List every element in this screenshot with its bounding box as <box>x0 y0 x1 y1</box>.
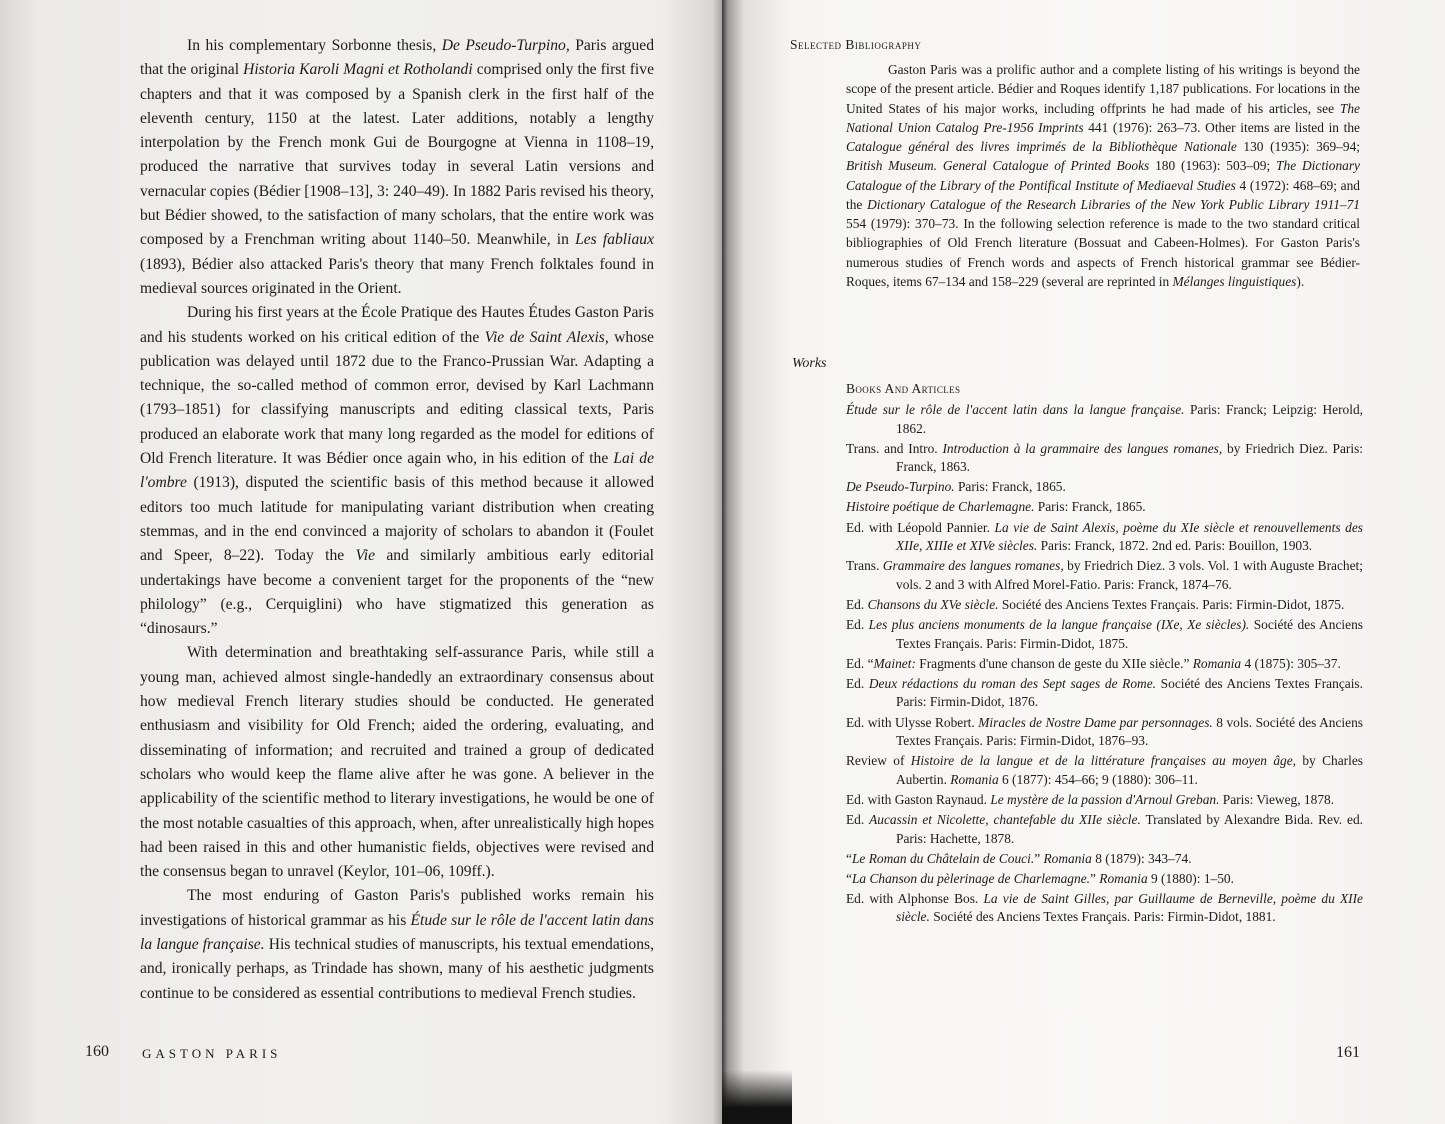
running-head: GASTON PARIS <box>142 1046 282 1061</box>
bibliography-entry: Ed. Chansons du XVe siècle. Société des Anciens Textes Français. Paris: Firmin-Didot, 1875. <box>846 596 1345 612</box>
bibliography-entries <box>846 401 1363 929</box>
works-heading: Works <box>792 356 827 371</box>
bibliography-entry: Trans. and Intro. Introduction à la grammaire des langues romanes, by Friedrich Diez. Paris: Franck, 1863. <box>846 440 1364 475</box>
bibliography-entry: De Pseudo-Turpino. Paris: Franck, 1865. <box>846 479 1066 495</box>
bibliography-entry: Ed. with Gaston Raynaud. Le mystère de la passion d'Arnoul Greban. Paris: Vieweg, 1878. <box>846 791 1335 807</box>
paragraph-1: In his complementary Sorbonne thesis, De Pseudo-Turpino, Paris argued that the original Historia Karoli Magni et Rotholandi comprised only the first five chapters and that it was composed by a Spanish clerk in the first half of the eleventh century, 1150 at the latest. Later additions, notably a lengthy interpolation by the French monk Gui de Bourgogne at Vienna in 1108–19, produced the narrative that survives today in several Latin versions and vernacular copies (Bédier [1908–13], 3: 240–49). In 1882 Paris revised his theory, but Bédier showed, to the satisfaction of many scholars, that the entire work was composed by a Frenchman writing about 1140–50. Meanwhile, in Les fabliaux (1893), Bédier also attacked Paris's theory that many French folktales found in medieval sources originated in the Orient. <box>140 37 654 297</box>
paragraph-3: With determination and breathtaking self-assurance Paris, while still a young man, achieved almost single-handedly an extraordinary consensus about how medieval French literary studies should be conducted. He generated enthusiasm and visibility for Old French; aided the ordering, evaluating, and disseminating of information; and recruited and trained a group of dedicated scholars who would keep the flame alive after he was gone. A believer in the applicability of the scientific method to literary investigations, he would be one of the most notable casualties of this approach, when, after unrealistically high hopes had been raised in this and other humanistic fields, objectives were revised and the consensus began to unravel (Keylor, 101–06, 109ff.). <box>140 644 655 881</box>
bibliography-heading: Selected Bibliography <box>790 37 922 52</box>
page-number-right: 161 <box>1336 1044 1360 1061</box>
left-page <box>0 0 722 1124</box>
bibliography-entry: Ed. Deux rédactions du roman des Sept sages de Rome. Société des Anciens Textes Français. Paris: Firmin-Didot, 1876. <box>846 675 1363 710</box>
bibliography-entry: Étude sur le rôle de l'accent latin dans la langue française. Paris: Franck; Leipzig: Herold, 1862. <box>846 402 1363 436</box>
bibliography-entry: Trans. Grammaire des langues romanes, by Friedrich Diez. 3 vols. Vol. 1 with Auguste Brachet; vols. 2 and 3 with Alfred Morel-Fatio. Paris: Franck, 1874–76. <box>846 558 1363 592</box>
bibliography-entry: Ed. Les plus anciens monuments de la langue française (IXe, Xe siècles). Société des Anciens Textes Français. Paris: Firmin-Didot, 1875. <box>846 617 1363 651</box>
bibliography-entry: Ed. Aucassin et Nicolette, chantefable du XIIe siècle. Translated by Alexandre Bida. Rev. ed. Paris: Hachette, 1878. <box>846 811 1363 846</box>
bibliography-entry: Ed. with Léopold Pannier. La vie de Saint Alexis, poème du XIe siècle et renouvellements des XIIe, XIIIe et XIVe siècles. Paris: Franck, 1872. 2nd ed. Paris: Bouillon, 1903. <box>846 519 1363 554</box>
books-articles-heading: Books And Articles <box>846 381 961 396</box>
page-number-left: 160 <box>85 1043 109 1060</box>
bibliography-entry: Ed. with Ulysse Robert. Miracles de Nostre Dame par personnages. 8 vols. Société des Anciens Textes Français. Paris: Firmin-Didot, 1876–93. <box>846 714 1363 749</box>
bibliography-entry: “Le Roman du Châtelain de Couci.” Romania 8 (1879): 343–74. <box>846 850 1192 866</box>
spine-shadow <box>722 1070 792 1124</box>
bibliography-entry: Histoire poétique de Charlemagne. Paris: Franck, 1865. <box>846 499 1146 515</box>
bibliography-intro: Gaston Paris was a prolific author and a complete listing of his writings is beyond the scope of the present article. Bédier and Roques identify 1,187 publications. For locations in the United States of his major works, including offprints he had made of his articles, see The National Union Catalog Pre-1956 Imprints 441 (1976): 263–73. Other items are listed in the Catalogue général des livres imprimés de la Bibliothèque Nationale 130 (1935): 369–94; British Museum. General Catalogue of Printed Books 180 (1963): 503–09; The Dictionary Catalogue of the Library of the Pontifical Institute of Mediaeval Studies 4 (1972): 468–69; and the Dictionary Catalogue of the Research Libraries of the New York Public Library 1911–71 554 (1979): 370–73. In the following selection reference is made to the two standard critical bibliographies of Old French literature (Bossuat and Cabeen-Holmes). For Gaston Paris's numerous studies of French words and aspects of French historical grammar see Bédier-Roques, items 67–134 and 158–229 (several are reprinted in Mélanges linguistiques). <box>846 62 1361 289</box>
bibliography-entry: Ed. “Mainet: Fragments d'une chanson de geste du XIIe siècle.” Romania 4 (1875): 305–37. <box>846 655 1341 671</box>
paragraph-4: The most enduring of Gaston Paris's published works remain his investigations of historical grammar as his Étude sur le rôle de l'accent latin dans la langue française. His technical studies of manuscripts, his textual emendations, and, ironically perhaps, as Trindade has shown, many of his aesthetic judgments continue to be considered as essential contributions to medieval French studies. <box>140 887 654 1002</box>
bibliography-entry: Ed. with Alphonse Bos. La vie de Saint Gilles, par Guillaume de Berneville, poème du XIIe siècle. Société des Anciens Textes Français. Paris: Firmin-Didot, 1881. <box>846 890 1363 925</box>
bibliography-entry: Review of Histoire de la langue et de la littérature françaises au moyen âge, by Charles Aubertin. Romania 6 (1877): 454–66; 9 (1880): 306–11. <box>846 753 1363 787</box>
paragraph-2: During his first years at the École Pratique des Hautes Études Gaston Paris and his students worked on his critical edition of the Vie de Saint Alexis, whose publication was delayed until 1872 due to the Franco-Prussian War. Adapting a technique, the so-called method of common error, devised by Karl Lachmann (1793–1851) for classifying manuscripts and editing classical texts, Paris produced an elaborate work that many long regarded as the model for editions of Old French literature. It was Bédier once again who, in his edition of the Lai de l'ombre (1913), disputed the scientific basis of this method because it allowed editors too much latitude for manipulating variant distribution when creating stemmas, and in the end convinced a majority of scholars to abandon it (Foulet and Speer, 8–22). Today the Vie and similarly ambitious early editorial undertakings have become a convenient target for the proponents of the “new philology” (e.g., Cerquiglini) who have stigmatized this generation as “dinosaurs.” <box>140 304 655 638</box>
left-body-text <box>140 34 654 1006</box>
bibliography-entry: “La Chanson du pèlerinage de Charlemagne.” Romania 9 (1880): 1–50. <box>846 870 1234 886</box>
